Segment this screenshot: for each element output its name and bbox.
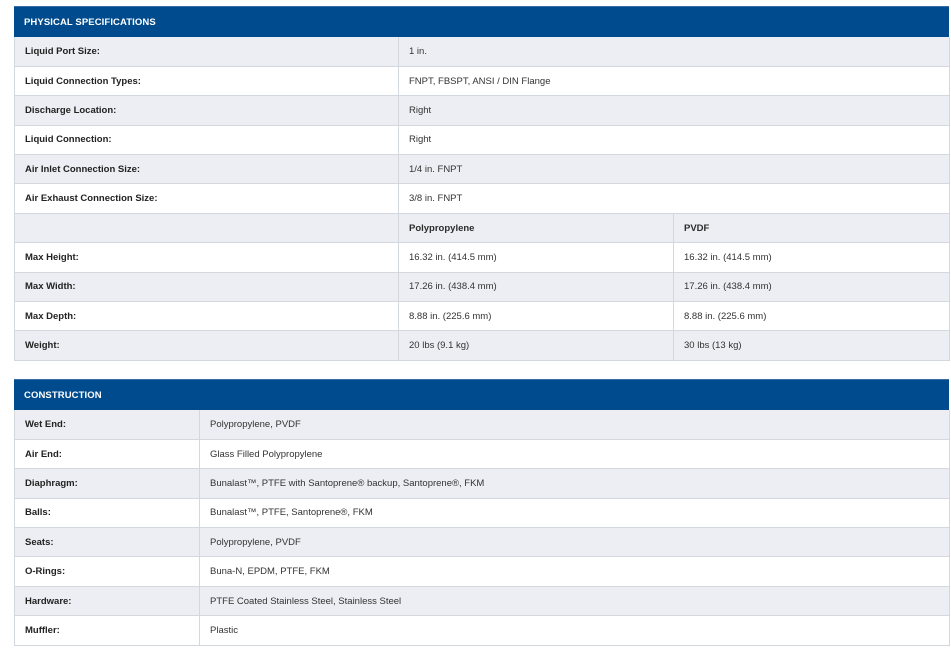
- construction-section: [14, 379, 949, 646]
- table-row: [15, 272, 950, 301]
- table-row: [15, 243, 950, 272]
- material-header-polypropylene: Polypropylene: [399, 213, 674, 242]
- material-header-row: [15, 213, 950, 242]
- table-row: [15, 66, 950, 95]
- pvdf-value: 30 lbs (13 kg): [674, 331, 950, 360]
- construction-value: Plastic: [200, 616, 950, 645]
- table-row: [15, 586, 950, 615]
- construction-label: Seats:: [15, 528, 200, 557]
- table-row: [15, 37, 950, 66]
- dimension-label: Weight:: [15, 331, 399, 360]
- construction-value: Bunalast™, PTFE, Santoprene®, FKM: [200, 498, 950, 527]
- construction-label: O-Rings:: [15, 557, 200, 586]
- construction-label: Diaphragm:: [15, 469, 200, 498]
- construction-label: Muffler:: [15, 616, 200, 645]
- construction-value: Glass Filled Polypropylene: [200, 439, 950, 468]
- table-row: [15, 125, 950, 154]
- spec-label: Liquid Connection:: [15, 125, 399, 154]
- dimension-label: Max Depth:: [15, 302, 399, 331]
- table-row: [15, 557, 950, 586]
- spec-value: FNPT, FBSPT, ANSI / DIN Flange: [399, 66, 950, 95]
- spec-value: Right: [399, 125, 950, 154]
- material-header-pvdf: PVDF: [674, 213, 950, 242]
- construction-label: Hardware:: [15, 586, 200, 615]
- dimension-label: Max Width:: [15, 272, 399, 301]
- polypropylene-value: 8.88 in. (225.6 mm): [399, 302, 674, 331]
- polypropylene-value: 20 lbs (9.1 kg): [399, 331, 674, 360]
- construction-header: CONSTRUCTION: [14, 379, 949, 410]
- table-row: [15, 528, 950, 557]
- table-row: [15, 302, 950, 331]
- spec-value: Right: [399, 96, 950, 125]
- spec-label: Liquid Connection Types:: [15, 66, 399, 95]
- construction-label: Balls:: [15, 498, 200, 527]
- spec-value: 1 in.: [399, 37, 950, 66]
- polypropylene-value: 17.26 in. (438.4 mm): [399, 272, 674, 301]
- physical-specifications-section: [14, 6, 949, 361]
- construction-table: [14, 410, 950, 646]
- spec-label: Liquid Port Size:: [15, 37, 399, 66]
- spec-label: Discharge Location:: [15, 96, 399, 125]
- table-row: [15, 410, 950, 439]
- spec-label: Air Exhaust Connection Size:: [15, 184, 399, 213]
- construction-label: Air End:: [15, 439, 200, 468]
- pvdf-value: 8.88 in. (225.6 mm): [674, 302, 950, 331]
- spec-value: 1/4 in. FNPT: [399, 155, 950, 184]
- table-row: [15, 616, 950, 645]
- table-row: [15, 155, 950, 184]
- physical-specifications-header: PHYSICAL SPECIFICATIONS: [14, 6, 949, 37]
- polypropylene-value: 16.32 in. (414.5 mm): [399, 243, 674, 272]
- table-row: [15, 439, 950, 468]
- construction-value: Bunalast™, PTFE with Santoprene® backup, Santoprene®, FKM: [200, 469, 950, 498]
- table-row: [15, 469, 950, 498]
- table-row: [15, 184, 950, 213]
- construction-label: Wet End:: [15, 410, 200, 439]
- construction-value: Buna-N, EPDM, PTFE, FKM: [200, 557, 950, 586]
- empty-header-cell: [15, 213, 399, 242]
- dimension-label: Max Height:: [15, 243, 399, 272]
- spec-label: Air Inlet Connection Size:: [15, 155, 399, 184]
- physical-specifications-table: [14, 37, 950, 361]
- pvdf-value: 17.26 in. (438.4 mm): [674, 272, 950, 301]
- table-row: [15, 331, 950, 360]
- construction-value: Polypropylene, PVDF: [200, 410, 950, 439]
- table-row: [15, 498, 950, 527]
- construction-value: Polypropylene, PVDF: [200, 528, 950, 557]
- table-row: [15, 96, 950, 125]
- construction-value: PTFE Coated Stainless Steel, Stainless Steel: [200, 586, 950, 615]
- pvdf-value: 16.32 in. (414.5 mm): [674, 243, 950, 272]
- spec-value: 3/8 in. FNPT: [399, 184, 950, 213]
